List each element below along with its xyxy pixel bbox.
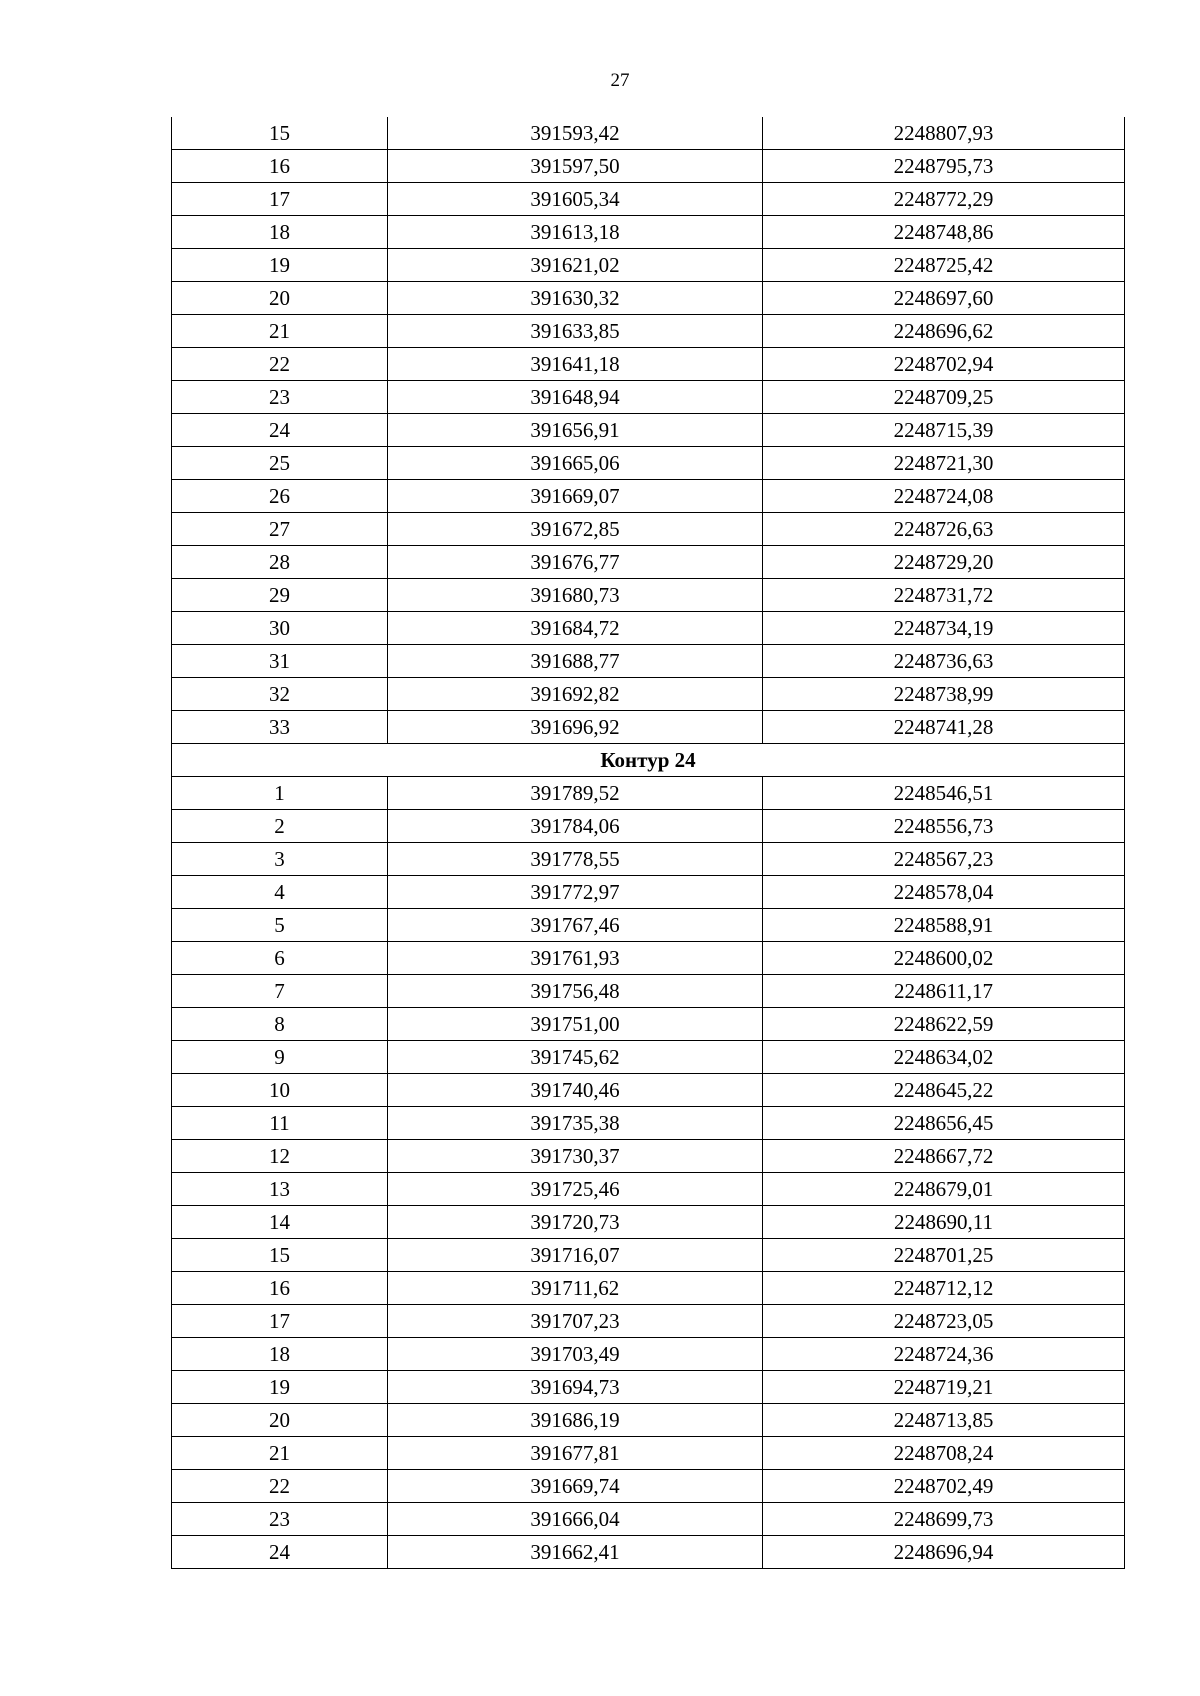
x-coordinate-cell: 391686,19 <box>388 1404 763 1437</box>
y-coordinate-cell: 2248723,05 <box>763 1305 1125 1338</box>
point-number-cell: 15 <box>172 1239 388 1272</box>
y-coordinate-cell: 2248734,19 <box>763 612 1125 645</box>
table-row <box>172 1371 1125 1404</box>
point-number-cell: 9 <box>172 1041 388 1074</box>
table-row <box>172 513 1125 546</box>
point-number-cell: 23 <box>172 381 388 414</box>
y-coordinate-cell: 2248725,42 <box>763 249 1125 282</box>
x-coordinate-cell: 391725,46 <box>388 1173 763 1206</box>
table-row <box>172 876 1125 909</box>
point-number-cell: 18 <box>172 1338 388 1371</box>
x-coordinate-cell: 391669,74 <box>388 1470 763 1503</box>
y-coordinate-cell: 2248645,22 <box>763 1074 1125 1107</box>
point-number-cell: 30 <box>172 612 388 645</box>
y-coordinate-cell: 2248709,25 <box>763 381 1125 414</box>
point-number-cell: 19 <box>172 249 388 282</box>
table-row <box>172 678 1125 711</box>
x-coordinate-cell: 391680,73 <box>388 579 763 612</box>
coordinates-table <box>171 117 1125 1569</box>
y-coordinate-cell: 2248578,04 <box>763 876 1125 909</box>
y-coordinate-cell: 2248667,72 <box>763 1140 1125 1173</box>
x-coordinate-cell: 391740,46 <box>388 1074 763 1107</box>
x-coordinate-cell: 391703,49 <box>388 1338 763 1371</box>
table-row <box>172 282 1125 315</box>
x-coordinate-cell: 391735,38 <box>388 1107 763 1140</box>
table-row <box>172 942 1125 975</box>
table-row <box>172 1074 1125 1107</box>
point-number-cell: 16 <box>172 1272 388 1305</box>
point-number-cell: 31 <box>172 645 388 678</box>
y-coordinate-cell: 2248738,99 <box>763 678 1125 711</box>
table-row <box>172 414 1125 447</box>
point-number-cell: 14 <box>172 1206 388 1239</box>
x-coordinate-cell: 391696,92 <box>388 711 763 744</box>
table-row <box>172 612 1125 645</box>
coordinates-table-body <box>172 117 1125 1569</box>
table-row <box>172 843 1125 876</box>
x-coordinate-cell: 391613,18 <box>388 216 763 249</box>
x-coordinate-cell: 391648,94 <box>388 381 763 414</box>
x-coordinate-cell: 391665,06 <box>388 447 763 480</box>
point-number-cell: 22 <box>172 1470 388 1503</box>
y-coordinate-cell: 2248622,59 <box>763 1008 1125 1041</box>
y-coordinate-cell: 2248708,24 <box>763 1437 1125 1470</box>
point-number-cell: 11 <box>172 1107 388 1140</box>
x-coordinate-cell: 391676,77 <box>388 546 763 579</box>
y-coordinate-cell: 2248567,23 <box>763 843 1125 876</box>
x-coordinate-cell: 391597,50 <box>388 150 763 183</box>
point-number-cell: 6 <box>172 942 388 975</box>
y-coordinate-cell: 2248702,49 <box>763 1470 1125 1503</box>
table-row <box>172 1173 1125 1206</box>
y-coordinate-cell: 2248696,62 <box>763 315 1125 348</box>
y-coordinate-cell: 2248713,85 <box>763 1404 1125 1437</box>
x-coordinate-cell: 391730,37 <box>388 1140 763 1173</box>
point-number-cell: 26 <box>172 480 388 513</box>
point-number-cell: 22 <box>172 348 388 381</box>
point-number-cell: 24 <box>172 414 388 447</box>
table-row <box>172 216 1125 249</box>
y-coordinate-cell: 2248588,91 <box>763 909 1125 942</box>
y-coordinate-cell: 2248600,02 <box>763 942 1125 975</box>
x-coordinate-cell: 391684,72 <box>388 612 763 645</box>
point-number-cell: 21 <box>172 315 388 348</box>
table-row <box>172 1008 1125 1041</box>
point-number-cell: 21 <box>172 1437 388 1470</box>
contour-heading: Контур 24 <box>172 744 1125 777</box>
point-number-cell: 20 <box>172 282 388 315</box>
table-row <box>172 1041 1125 1074</box>
table-row <box>172 117 1125 150</box>
point-number-cell: 33 <box>172 711 388 744</box>
point-number-cell: 5 <box>172 909 388 942</box>
x-coordinate-cell: 391662,41 <box>388 1536 763 1569</box>
point-number-cell: 12 <box>172 1140 388 1173</box>
point-number-cell: 15 <box>172 117 388 150</box>
x-coordinate-cell: 391745,62 <box>388 1041 763 1074</box>
point-number-cell: 19 <box>172 1371 388 1404</box>
table-row <box>172 1536 1125 1569</box>
table-row <box>172 777 1125 810</box>
y-coordinate-cell: 2248731,72 <box>763 579 1125 612</box>
point-number-cell: 28 <box>172 546 388 579</box>
y-coordinate-cell: 2248656,45 <box>763 1107 1125 1140</box>
table-row <box>172 249 1125 282</box>
page-number: 27 <box>610 70 630 91</box>
x-coordinate-cell: 391669,07 <box>388 480 763 513</box>
y-coordinate-cell: 2248795,73 <box>763 150 1125 183</box>
point-number-cell: 17 <box>172 183 388 216</box>
point-number-cell: 18 <box>172 216 388 249</box>
table-row <box>172 381 1125 414</box>
point-number-cell: 17 <box>172 1305 388 1338</box>
table-row <box>172 1272 1125 1305</box>
y-coordinate-cell: 2248712,12 <box>763 1272 1125 1305</box>
y-coordinate-cell: 2248721,30 <box>763 447 1125 480</box>
y-coordinate-cell: 2248702,94 <box>763 348 1125 381</box>
x-coordinate-cell: 391767,46 <box>388 909 763 942</box>
table-row <box>172 1140 1125 1173</box>
x-coordinate-cell: 391692,82 <box>388 678 763 711</box>
y-coordinate-cell: 2248719,21 <box>763 1371 1125 1404</box>
point-number-cell: 29 <box>172 579 388 612</box>
x-coordinate-cell: 391751,00 <box>388 1008 763 1041</box>
x-coordinate-cell: 391756,48 <box>388 975 763 1008</box>
y-coordinate-cell: 2248546,51 <box>763 777 1125 810</box>
point-number-cell: 8 <box>172 1008 388 1041</box>
x-coordinate-cell: 391772,97 <box>388 876 763 909</box>
table-row <box>172 1107 1125 1140</box>
point-number-cell: 20 <box>172 1404 388 1437</box>
y-coordinate-cell: 2248634,02 <box>763 1041 1125 1074</box>
y-coordinate-cell: 2248690,11 <box>763 1206 1125 1239</box>
table-row <box>172 1338 1125 1371</box>
x-coordinate-cell: 391784,06 <box>388 810 763 843</box>
y-coordinate-cell: 2248726,63 <box>763 513 1125 546</box>
x-coordinate-cell: 391641,18 <box>388 348 763 381</box>
x-coordinate-cell: 391621,02 <box>388 249 763 282</box>
point-number-cell: 27 <box>172 513 388 546</box>
table-row <box>172 315 1125 348</box>
x-coordinate-cell: 391789,52 <box>388 777 763 810</box>
table-row <box>172 909 1125 942</box>
x-coordinate-cell: 391707,23 <box>388 1305 763 1338</box>
y-coordinate-cell: 2248611,17 <box>763 975 1125 1008</box>
table-row <box>172 1305 1125 1338</box>
y-coordinate-cell: 2248699,73 <box>763 1503 1125 1536</box>
x-coordinate-cell: 391656,91 <box>388 414 763 447</box>
point-number-cell: 23 <box>172 1503 388 1536</box>
y-coordinate-cell: 2248736,63 <box>763 645 1125 678</box>
table-row <box>172 645 1125 678</box>
y-coordinate-cell: 2248807,93 <box>763 117 1125 150</box>
table-row <box>172 348 1125 381</box>
x-coordinate-cell: 391633,85 <box>388 315 763 348</box>
x-coordinate-cell: 391694,73 <box>388 1371 763 1404</box>
contour-heading-row <box>172 744 1125 777</box>
point-number-cell: 16 <box>172 150 388 183</box>
y-coordinate-cell: 2248724,36 <box>763 1338 1125 1371</box>
table-row <box>172 975 1125 1008</box>
x-coordinate-cell: 391778,55 <box>388 843 763 876</box>
table-row <box>172 579 1125 612</box>
x-coordinate-cell: 391630,32 <box>388 282 763 315</box>
table-row <box>172 1437 1125 1470</box>
x-coordinate-cell: 391672,85 <box>388 513 763 546</box>
x-coordinate-cell: 391677,81 <box>388 1437 763 1470</box>
x-coordinate-cell: 391605,34 <box>388 183 763 216</box>
y-coordinate-cell: 2248696,94 <box>763 1536 1125 1569</box>
point-number-cell: 25 <box>172 447 388 480</box>
x-coordinate-cell: 391711,62 <box>388 1272 763 1305</box>
table-row <box>172 150 1125 183</box>
x-coordinate-cell: 391688,77 <box>388 645 763 678</box>
y-coordinate-cell: 2248715,39 <box>763 414 1125 447</box>
table-row <box>172 711 1125 744</box>
point-number-cell: 1 <box>172 777 388 810</box>
point-number-cell: 10 <box>172 1074 388 1107</box>
point-number-cell: 2 <box>172 810 388 843</box>
table-row <box>172 1239 1125 1272</box>
table-row <box>172 1404 1125 1437</box>
table-row <box>172 546 1125 579</box>
y-coordinate-cell: 2248729,20 <box>763 546 1125 579</box>
x-coordinate-cell: 391720,73 <box>388 1206 763 1239</box>
y-coordinate-cell: 2248741,28 <box>763 711 1125 744</box>
y-coordinate-cell: 2248679,01 <box>763 1173 1125 1206</box>
x-coordinate-cell: 391593,42 <box>388 117 763 150</box>
y-coordinate-cell: 2248701,25 <box>763 1239 1125 1272</box>
point-number-cell: 13 <box>172 1173 388 1206</box>
table-row <box>172 1206 1125 1239</box>
y-coordinate-cell: 2248724,08 <box>763 480 1125 513</box>
table-row <box>172 183 1125 216</box>
x-coordinate-cell: 391666,04 <box>388 1503 763 1536</box>
point-number-cell: 32 <box>172 678 388 711</box>
y-coordinate-cell: 2248556,73 <box>763 810 1125 843</box>
table-row <box>172 480 1125 513</box>
x-coordinate-cell: 391761,93 <box>388 942 763 975</box>
table-row <box>172 447 1125 480</box>
table-row <box>172 810 1125 843</box>
table-row <box>172 1503 1125 1536</box>
y-coordinate-cell: 2248772,29 <box>763 183 1125 216</box>
point-number-cell: 4 <box>172 876 388 909</box>
y-coordinate-cell: 2248697,60 <box>763 282 1125 315</box>
x-coordinate-cell: 391716,07 <box>388 1239 763 1272</box>
table-row <box>172 1470 1125 1503</box>
point-number-cell: 24 <box>172 1536 388 1569</box>
y-coordinate-cell: 2248748,86 <box>763 216 1125 249</box>
point-number-cell: 3 <box>172 843 388 876</box>
point-number-cell: 7 <box>172 975 388 1008</box>
